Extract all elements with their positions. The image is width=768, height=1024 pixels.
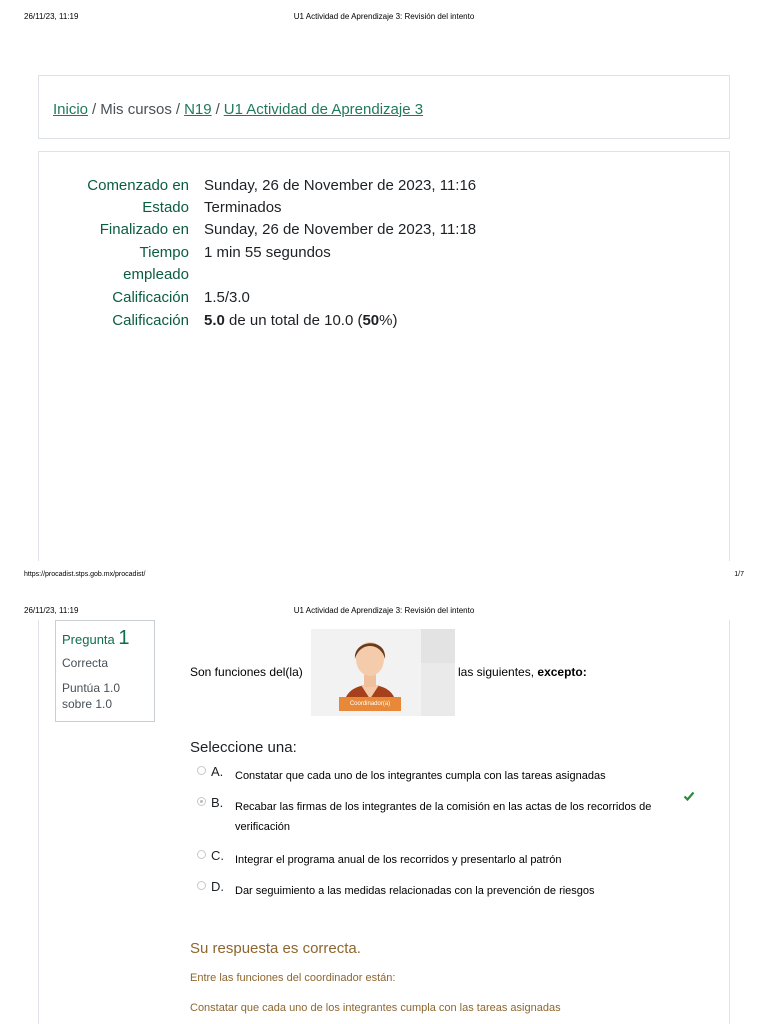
breadcrumb-separator: /	[175, 101, 181, 118]
question-number	[62, 627, 148, 650]
question-text-after-plain: las siguientes,	[458, 665, 538, 679]
print-title: U1 Actividad de Aprendizaje 3: Revisión del intento	[293, 12, 475, 21]
breadcrumb	[38, 75, 730, 139]
image-caption: Coordinador(a)	[339, 697, 401, 711]
breadcrumb-separator: /	[92, 101, 97, 118]
question-number-value: 1	[118, 627, 130, 649]
marks-value: 1.5/3.0	[204, 289, 250, 306]
marks-label: Calificación	[112, 289, 189, 306]
option-letter: D.	[211, 879, 224, 894]
question-info-box	[55, 620, 155, 722]
print-url: https://procadist.stps.gob.mx/procadist/	[24, 571, 146, 578]
radio-button[interactable]	[197, 766, 206, 775]
grade-mid: de un total de 10.0 (	[224, 312, 363, 329]
grade-label: Calificación	[112, 312, 189, 329]
attempt-summary	[38, 151, 730, 561]
breadcrumb-home-link[interactable]: Inicio	[53, 101, 89, 118]
check-icon	[683, 790, 695, 802]
started-label: Comenzado en	[87, 177, 189, 194]
option-text: Constatar que cada uno de los integrantes cumpla con las tareas asignadas	[235, 770, 606, 782]
question-label: Pregunta	[62, 632, 115, 647]
radio-button[interactable]	[197, 881, 206, 890]
grade-percent: 50	[362, 312, 380, 329]
finished-value: Sunday, 26 de November de 2023, 11:18	[204, 221, 477, 238]
print-page-number: 1/7	[734, 571, 744, 578]
print-date: 26/11/23, 11:19	[24, 606, 79, 615]
question-text-before: Son funciones del(la)	[190, 665, 303, 679]
time-label-line2: empleado	[123, 266, 189, 283]
breadcrumb-course-link[interactable]: N19	[184, 101, 212, 118]
finished-label: Finalizado en	[99, 221, 189, 238]
option-letter: C.	[211, 848, 224, 863]
question-grade-line1: Puntúa 1.0	[62, 681, 121, 695]
question-container	[38, 620, 730, 1024]
option-letter: B.	[211, 795, 224, 810]
option-text: Dar seguimiento a las medidas relacionadas con la prevención de riesgos	[235, 885, 595, 897]
select-one-prompt: Seleccione una:	[190, 739, 297, 756]
option-text: Integrar el programa anual de los recorridos y presentarlo al patrón	[235, 854, 562, 866]
grade-score: 5.0	[204, 312, 225, 329]
question-text-after	[458, 665, 587, 679]
question-grade	[62, 680, 148, 712]
grade-end: %)	[379, 312, 398, 329]
question-text-bold: excepto:	[537, 665, 587, 679]
state-label: Estado	[142, 199, 189, 216]
option-text: Recabar las firmas de los integrantes de la comisión en las actas de los recorridos de verificación	[235, 801, 652, 833]
time-label	[49, 242, 189, 286]
time-value: 1 min 55 segundos	[204, 244, 331, 261]
question-grade-line2: sobre 1.0	[62, 697, 113, 711]
radio-button[interactable]	[197, 850, 206, 859]
question-state: Correcta	[62, 656, 109, 670]
started-value: Sunday, 26 de November de 2023, 11:16	[204, 177, 477, 194]
image-tile	[421, 629, 455, 663]
feedback-text: Entre las funciones del coordinador están:	[190, 972, 396, 984]
feedback-title: Su respuesta es correcta.	[190, 940, 361, 957]
radio-button-selected[interactable]	[197, 797, 206, 806]
breadcrumb-my-courses: Mis cursos	[100, 101, 172, 118]
time-label-line1: Tiempo	[139, 244, 189, 261]
breadcrumb-separator: /	[215, 101, 220, 118]
feedback-text: Constatar que cada uno de los integrantes cumpla con las tareas asignadas	[190, 1002, 561, 1014]
coordinator-avatar-icon	[311, 629, 455, 716]
print-title: U1 Actividad de Aprendizaje 3: Revisión del intento	[293, 606, 475, 615]
print-date: 26/11/23, 11:19	[24, 12, 79, 21]
option-letter: A.	[211, 764, 224, 779]
breadcrumb-activity-link[interactable]: U1 Actividad de Aprendizaje 3	[223, 101, 424, 118]
grade-value	[204, 310, 398, 332]
state-value: Terminados	[204, 199, 282, 216]
